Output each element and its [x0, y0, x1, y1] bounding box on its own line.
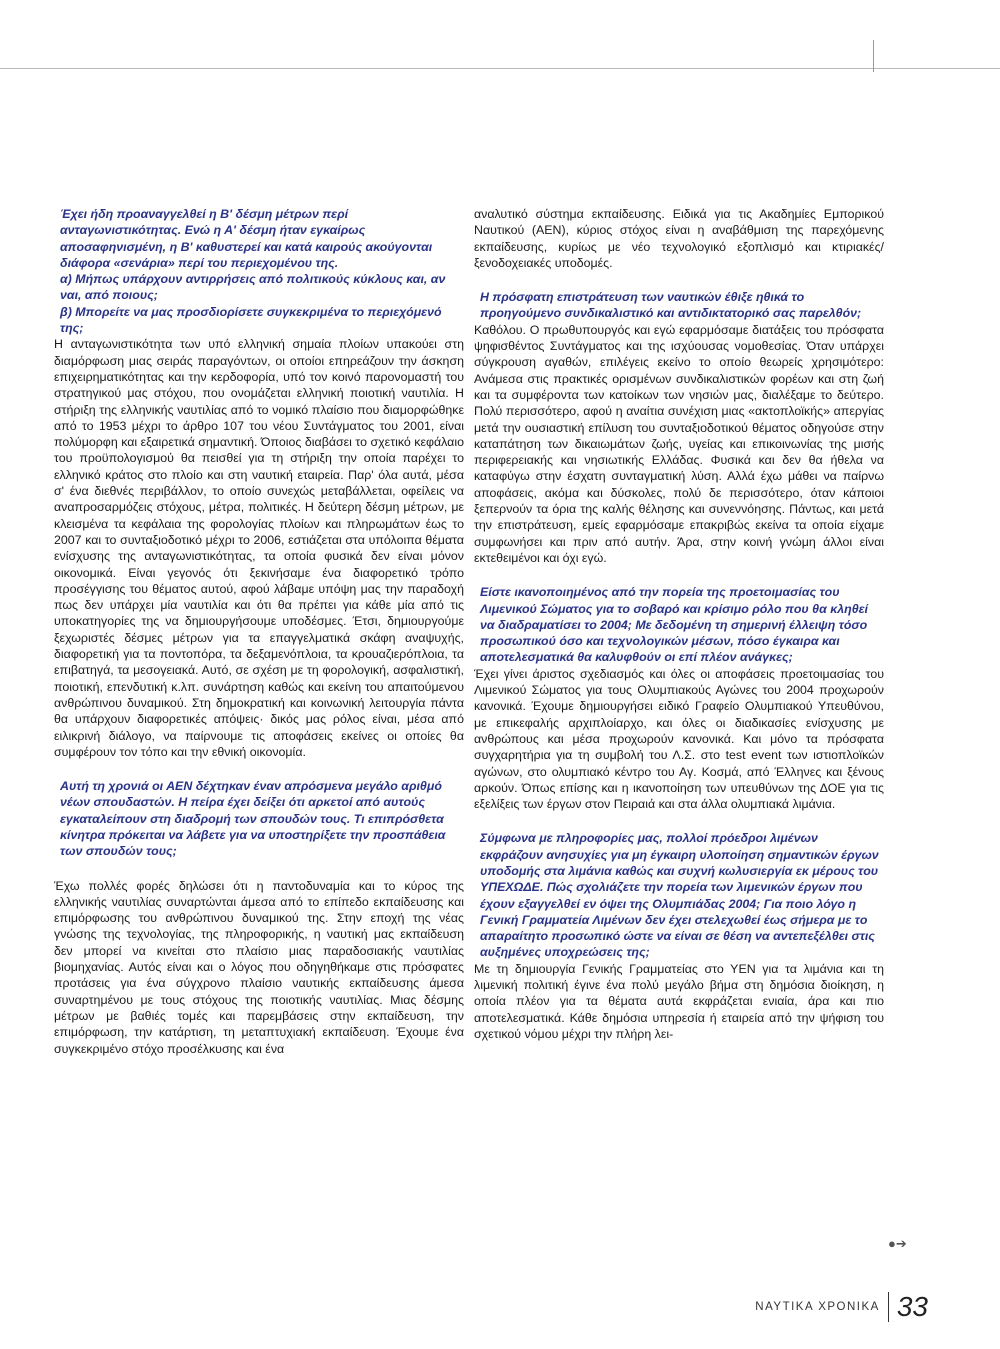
- answer-2-continued: αναλυτικό σύστημα εκπαίδευσης. Ειδικά για τις Ακαδημίες Εμπορικού Ναυτικού (ΑΕΝ), κύριος στόχος είναι η αναβάθμιση της παρεχόμενης εκπαίδευσης, κυρίως με νέο τεχνολογικό εξοπλισμό και κτιριακές/ξενοδοχειακές υποδομές.: [474, 207, 884, 270]
- paragraph-gap: [474, 271, 884, 289]
- paragraph-gap: [54, 860, 464, 878]
- question-1b: β) Μπορείτε να μας προσδιορίσετε συγκεκριμένα το περιεχόμενό της;: [60, 304, 442, 336]
- question-1: Έχει ήδη προαναγγελθεί η Β' δέσμη μέτρων περί ανταγωνιστικότητας. Ενώ η Α' δέσμη ήταν εγκαίρως αποσαφηνισμένη, η Β' καθυστερεί και κατά καιρούς ακούγονται διάφορα «σενάρια» περί του περιεχομένου της.: [60, 207, 433, 270]
- answer-2: Έχω πολλές φορές δηλώσει ότι η παντοδυναμία και το κύρος της ελληνικής ναυτιλίας συναρτώνται άμεσα από το επίπεδο εκπαίδευσης και επιμόρφωσης του ανθρώπινου δυναμικού της. Στην εποχή της νέας γνώσης της τεχνολογίας, της πληροφορικής, η ναυτική μας εκπαίδευση δεν μπορεί να κινείται στο πλαίσιο μιας παραδοσιακής ναυτιλίας βιομηχανίας. Αυτός είναι και ο λόγος που οδηγηθήκαμε στις πρόσφατες προτάσεις για ένα σύγχρονο πλαίσιο ναυτικής εκπαίδευσης άμεσα συναρτημένου με τους στόχους της ποιοτικής ναυτιλίας. Μιας δέσμης μέτρων με βαθιές τομές και παρεμβάσεις στην εκπαίδευση, την επιμόρφωση, την κατάρτιση, τη μεταπτυχιακή εκπαίδευση. Έχουμε ένα συγκεκριμένο στόχο προσέλκυσης και ένα: [54, 878, 464, 1056]
- answer-4: Έχει γίνει άριστος σχεδιασμός και όλες οι αποφάσεις προετοιμασίας του Λιμενικού Σώματος για τους Ολυμπιακούς Αγώνες του 2004 προχωρούν κανονικά. Έχουμε δημιουργήσει ειδικό Γραφείο Ολυμπιακού Υπευθύνου, με επικεφαλής αρχιπλοίαρχο, και όλες οι διαδικασίες ενίσχυσης με ανθρώπους και μέσα προχωρούν κανονικά. Και μόνο τα πρόσφατα συγχαρητήρια για τη συμβολή του Λ.Σ. στο test event των ιστιοπλοϊκών αγώνων, στο ολυμπιακό κέντρο του Αγ. Κοσμά, από Έλληνες και ξένους αρκούν. Όπως επίσης και η ικανοποίηση των υπευθύνων της ΔΟΕ για τις εξελίξεις των έργων στον Πειραιά και στα άλλα ολυμπιακά λιμάνια.: [474, 666, 884, 812]
- continue-arrow-icon: ●➔: [888, 1236, 907, 1251]
- top-rule: [0, 68, 1000, 69]
- margin-rule: [873, 40, 874, 72]
- question-2: Αυτή τη χρονιά οι ΑΕΝ δέχτηκαν έναν απρόσμενα μεγάλο αριθμό νέων σπουδαστών. Η πείρα έχει δείξει ότι αρκετοί από αυτούς εγκαταλείπουν στη διαδρομή των σπουδών τους. Τι επιπρόσθετα κίνητρα πρόκειται να λάβετε για να υποστηρίξετε την προσπάθεια των σπουδών τους;: [60, 779, 446, 859]
- answer-1: Η ανταγωνιστικότητα των υπό ελληνική σημαία πλοίων υπακούει στη διαμόρφωση μιας σειράς παραγόντων, οι οποίοι επηρεάζουν την άσκηση επιχειρηματικότητας και την κερδοφορία, υπό τον κοινό παρονομαστή του στρατηγικού μας στόχου, που ονομάζεται ελληνική ποιοτική ναυτιλία. Η στήριξη της ελληνικής ναυτιλίας από το νομικό πλαίσιο που διαμορφώθηκε από το 1953 μέχρι το άρθρο 107 του νέου Συντάγματος του 2001, είναι πολύμορφη και εξαιρετικά σημαντική. Όποιος διαβάσει το σχετικό κεφάλαιο του προϋπολογισμού θα πεισθεί για τη στήριξη την οποία παρέχει το ελληνικό κράτος στο πλοίο και στη ναυτική εταιρεία. Παρ' όλα αυτά, μέσα σ' ένα διεθνές περιβάλλον, το οποίο συνεχώς μεταβάλλεται, οφείλεις να αναπροσαρμόζεις στόχους, μέτρα, πολιτικές. Η δεύτερη δέσμη μέτρων, με κλεισμένα τα κεφάλαια της φορολογίας πλοίων και πληρωμάτων έως το 2007 και το συνταξιοδοτικό μέχρι το 2006, εστιάζεται στα υπόλοιπα θέματα ενίσχυσης της ανταγωνιστικότητας, τα οποία φυσικά δεν είναι μόνον οικονομικά. Είναι γεγονός ότι ξεκινήσαμε ένα διαφορετικό τρόπο προσέγγισης του θέματος αυτού, αφού λάβαμε υπόψη μας την παραδοχή πως δεν υπάρχει μία ναυτιλία και ότι θα πρέπει για κάθε μία από τις υποκατηγορίες της να δημιουργήσουμε υποδέσμες. Έτσι, δημιουργούμε ξεχωριστές δέσμες μέτρων για τα επαγγελματικά σκάφη αναψυχής, διαφορετική για τα ποντοπόρα, τα δεξαμενόπλοια, τα κρουαζιερόπλοια, τα επιβατηγά, τα μεσογειακά. Αυτό, σε σχέση με τη φορολογική, ασφαλιστική, ποιοτική, επενδυτική κ.λπ. συνάρτηση καθώς και εκείνη του απαιτούμενου ανθρώπινου δυναμικού. Στη δημοκρατική και κοινωνική λειτουργία πάντα θα υπάρχουν διαφορετικές απόψεις· δικός μας ρόλος είναι, μέσα από ειλικρινή διάλογο, να παίρνουμε τις αποφάσεις εκείνες οι οποίες θα συμφέρουν τον τόπο και την εθνική οικονομία.: [54, 337, 464, 759]
- paragraph-gap: [474, 566, 884, 584]
- right-column: [474, 206, 884, 1042]
- left-column: [54, 206, 464, 1057]
- answer-5: Με τη δημιουργία Γενικής Γραμματείας στο ΥΕΝ για τα λιμάνια και τη λιμενική πολιτική έγινε ένα πολύ μεγάλο βήμα στη δημόσια διοίκηση, η οποία πλέον για τα θέματα αυτά εκφράζεται ενιαία, άρα και πιο αποτελεσματικά. Κάθε δημόσια υπηρεσία ή εταιρεία από την ψήφιση του σχετικού νόμου μέχρι την πλήρη λει-: [474, 961, 884, 1041]
- footer-divider: [888, 1292, 889, 1322]
- question-1a: α) Μήπως υπάρχουν αντιρρήσεις από πολιτικούς κύκλους και, αν ναι, από ποιους;: [60, 272, 446, 303]
- paragraph-gap: [474, 812, 884, 830]
- question-5: Σύμφωνα με πληροφορίες μας, πολλοί πρόεδροι λιμένων εκφράζουν ανησυχίες για μη έγκαιρη υλοποίηση σημαντικών έργων υποδομής στα λιμάνια καθώς και συχνή κωλυσιεργία εκ μέρους του ΥΠΕΧΩΔΕ. Πώς σχολιάζετε την πορεία των λιμενικών έργων που έχουν εξαγγελθεί εν όψει της Ολυμπιάδας 2004; Για ποιο λόγο η Γενική Γραμματεία Λιμένων δεν έχει στελεχωθεί έως σήμερα με το απαραίτητο προσωπικό ώστε να είναι σε θέση να αντεπεξέλθει στις αυξημένες υποχρεώσεις της;: [480, 831, 879, 960]
- page-number: 33: [896, 1291, 928, 1322]
- answer-3: Καθόλου. Ο πρωθυπουργός και εγώ εφαρμόσαμε διατάξεις του πρόσφατα ψηφισθέντος Συντάγματος και της ισχύουσας νομοθεσίας. Όταν υπάρχει σύγκρουση αγαθών, επιλέγεις εκείνο το οποίο θεωρείς χρησιμότερο: Ανάμεσα στις πρακτικές ορισμένων συνδικαλιστικών φορέων και στη ζωή και τα συμφέροντα των κατοίκων των νησιών μας, διαλέξαμε το δεύτερο. Πολύ περισσότερο, αφού η αναίτια συνέχιση μιας «ακτοπλοϊκής» απεργίας μετά την ουσιαστική επίλυση του συνταξιοδοτικού θέματος οδηγούσε στην καταπάτηση των δικαιωμάτων ζωής, υγείας και επικοινωνίας της μισής περιφερειακής και νησιωτικής Ελλάδας. Φυσικά και δεν θα ήθελα να καταφύγω στην έσχατη συνταγματική λύση. Αλλά έχω μάθει να παίρνω αποφάσεις, ακόμα και δύσκολες, πολύ δε περισσότερο, όταν κάποιοι ξεπερνούν τα όρια της καλής θέλησης και συνεννόησης. Πάντως, και μετά την επιστράτευση, εμείς εφαρμόσαμε επακριβώς εκείνα τα οποία είχαμε συμφωνήσει και πριν από αυτήν. Άρα, στην κοινή γνώμη άλλοι είναι εκτεθειμένοι και όχι εγώ.: [474, 322, 884, 565]
- question-3: Η πρόσφατη επιστράτευση των ναυτικών έθιξε ηθικά το προηγούμενο συνδικαλιστικό και αντιδικτατορικό σας παρελθόν;: [480, 290, 862, 321]
- page-footer: [755, 1291, 928, 1323]
- publication-name: ΝΑΥΤΙΚΑ ΧΡΟΝΙΚΑ: [755, 1301, 880, 1313]
- question-4: Είστε ικανοποιημένος από την πορεία της προετοιμασίας του Λιμενικού Σώματος για το σοβαρό και κρίσιμο ρόλο που θα κληθεί να διαδραματίσει το 2004; Με δεδομένη τη σημερινή έλλειψη τόσο προσωπικού όσο και τεχνολογικών μέσων, πόσο έγκαιρα και αποτελεσματικά θα καλυφθούν οι επί πλέον ανάγκες;: [480, 585, 868, 665]
- paragraph-gap: [54, 760, 464, 778]
